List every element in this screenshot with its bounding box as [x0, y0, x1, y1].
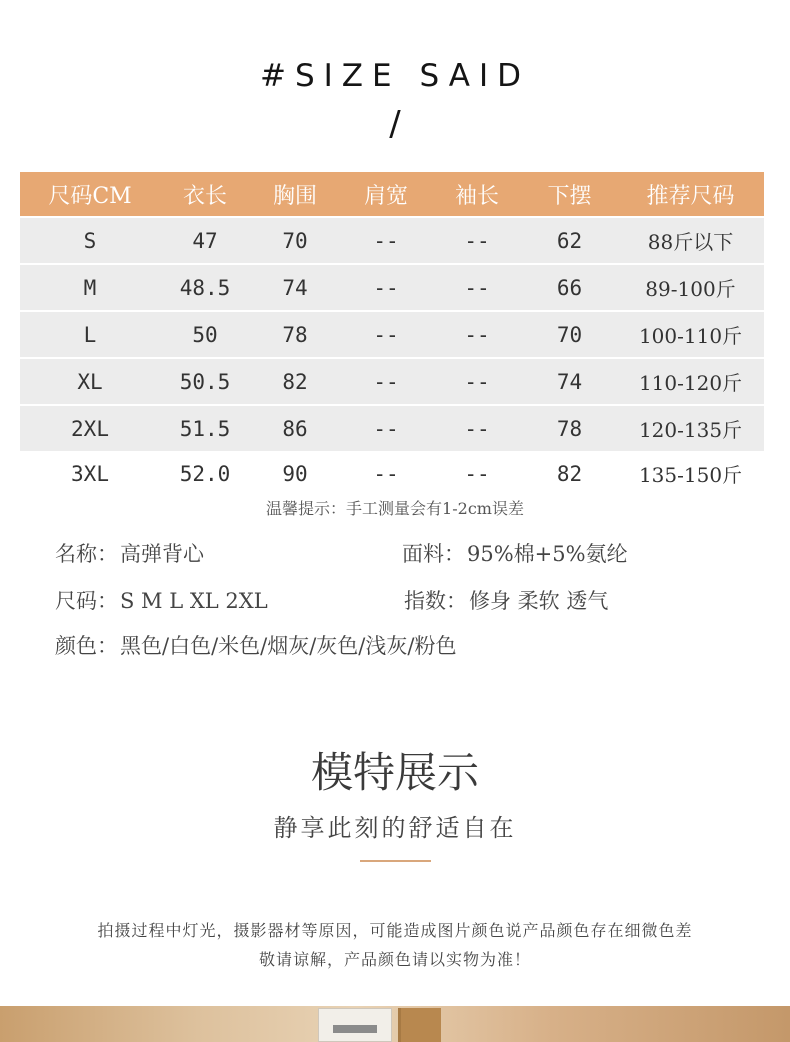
- table-header-row: [20, 172, 764, 217]
- table-cell: 3XL: [20, 451, 160, 496]
- table-cell: --: [340, 451, 432, 496]
- table-row: [20, 451, 764, 496]
- product-index-label: 指数：: [404, 589, 467, 613]
- model-photo: [0, 1006, 790, 1042]
- table-row: [20, 405, 764, 451]
- product-fabric: [402, 538, 628, 568]
- table-cell: --: [432, 405, 522, 451]
- table-cell: 2XL: [20, 405, 160, 451]
- column-header: 肩宽: [340, 172, 432, 217]
- table-cell: L: [20, 311, 160, 358]
- table-cell: --: [340, 217, 432, 264]
- table-row: [20, 358, 764, 405]
- table-cell: 120-135斤: [617, 405, 764, 451]
- disclaimer-line-2: 敬请谅解，产品颜色请以实物为准！: [258, 950, 531, 969]
- table-cell: --: [340, 358, 432, 405]
- table-cell: 50.5: [160, 358, 250, 405]
- column-header: 推荐尺码: [617, 172, 764, 217]
- size-header-slash: /: [389, 104, 401, 144]
- table-cell: 70: [522, 311, 617, 358]
- product-name-value: 高弹背心: [120, 542, 204, 566]
- product-sizes-value: S M L XL 2XL: [120, 589, 268, 613]
- column-header: 衣长: [160, 172, 250, 217]
- column-header: 尺码CM: [20, 172, 160, 217]
- product-name-label: 名称：: [55, 542, 118, 566]
- size-table: [20, 172, 764, 496]
- product-colors-value: 黑色/白色/米色/烟灰/灰色/浅灰/粉色: [120, 634, 457, 658]
- product-colors: [55, 630, 456, 660]
- table-cell: 66: [522, 264, 617, 311]
- table-cell: 52.0: [160, 451, 250, 496]
- table-cell: --: [340, 405, 432, 451]
- table-cell: 74: [250, 264, 340, 311]
- table-cell: --: [432, 358, 522, 405]
- wall-switch-plate: [318, 1008, 392, 1042]
- table-cell: --: [340, 264, 432, 311]
- table-cell: 78: [250, 311, 340, 358]
- table-cell: 62: [522, 217, 617, 264]
- product-name: [55, 538, 204, 568]
- table-cell: 110-120斤: [617, 358, 764, 405]
- disclaimer-line-1: 拍摄过程中灯光，摄影器材等原因，可能造成图片颜色说产品颜色存在细微色差: [97, 921, 693, 940]
- table-cell: 48.5: [160, 264, 250, 311]
- table-cell: 135-150斤: [617, 451, 764, 496]
- product-index: [404, 585, 608, 615]
- product-colors-label: 颜色：: [55, 634, 118, 658]
- table-cell: 86: [250, 405, 340, 451]
- column-header: 下摆: [522, 172, 617, 217]
- table-cell: 70: [250, 217, 340, 264]
- table-cell: XL: [20, 358, 160, 405]
- table-cell: --: [432, 451, 522, 496]
- size-header-title: #SIZE SAID: [260, 58, 530, 94]
- product-sizes-label: 尺码：: [55, 589, 118, 613]
- product-sizes: [55, 585, 268, 615]
- table-cell: 51.5: [160, 405, 250, 451]
- table-row: [20, 311, 764, 358]
- table-cell: 47: [160, 217, 250, 264]
- table-cell: --: [432, 311, 522, 358]
- door-frame: [398, 1008, 441, 1042]
- table-cell: 82: [250, 358, 340, 405]
- table-cell: 78: [522, 405, 617, 451]
- product-index-value: 修身 柔软 透气: [469, 589, 609, 613]
- product-fabric-value: 95%棉+5%氨纶: [467, 542, 628, 566]
- table-cell: 74: [522, 358, 617, 405]
- column-header: 袖长: [432, 172, 522, 217]
- table-cell: S: [20, 217, 160, 264]
- product-fabric-label: 面料：: [402, 542, 465, 566]
- section-divider: [360, 860, 431, 862]
- table-cell: 50: [160, 311, 250, 358]
- table-cell: --: [432, 217, 522, 264]
- table-cell: M: [20, 264, 160, 311]
- column-header: 胸围: [250, 172, 340, 217]
- table-cell: 88斤以下: [617, 217, 764, 264]
- measurement-note: 温馨提示：手工测量会有1-2cm误差: [266, 499, 524, 518]
- table-cell: --: [432, 264, 522, 311]
- table-cell: 100-110斤: [617, 311, 764, 358]
- switch-slot: [333, 1025, 377, 1033]
- table-row: [20, 217, 764, 264]
- table-cell: 82: [522, 451, 617, 496]
- table-cell: 90: [250, 451, 340, 496]
- table-cell: 89-100斤: [617, 264, 764, 311]
- model-section-subtitle: 静享此刻的舒适自在: [273, 814, 517, 842]
- model-section-title: 模特展示: [310, 748, 479, 797]
- table-cell: --: [340, 311, 432, 358]
- table-row: [20, 264, 764, 311]
